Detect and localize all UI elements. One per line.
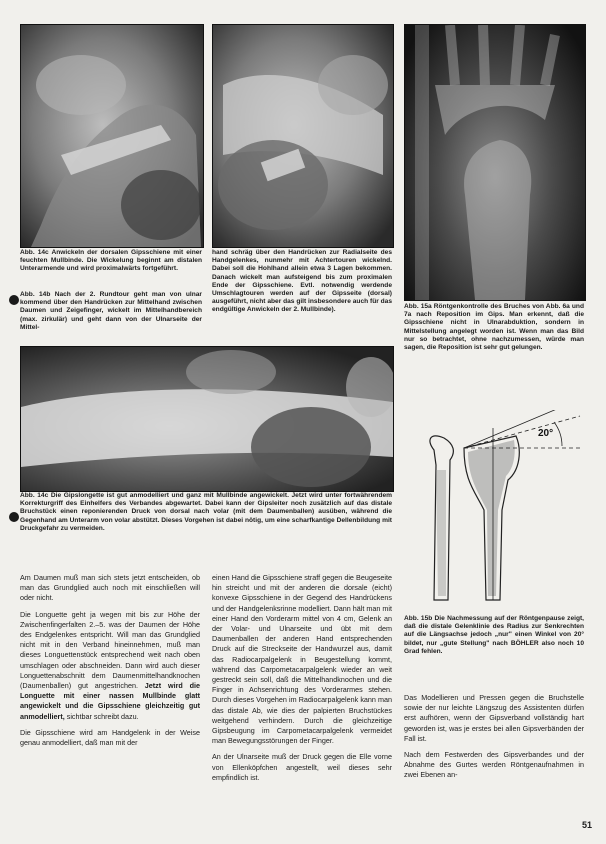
body-column-1 — [20, 573, 200, 754]
caption-abb15b — [404, 615, 584, 656]
caption-abb14b-left — [20, 291, 202, 332]
photo-wrapping-splint — [20, 24, 204, 248]
body-paragraph: einen Hand die Gipsschiene straff gegen die Beugeseite hin streicht und mit der anderen die dorsale (eicht) konvexe Gipsschiene in der Gegend des Handrückens und der Handgelenksrinne modelliert. Dann hält man mit einer Hand den Vorderarm mittel von 4 cm, Gelenk an der Volar- und Ulnarseite und übt mit dem Daumenballen der anderen Hand entsprechenden Druck auf die Streckseite der Handwurzel aus, damit das Radiocarpalgelenk in Beugestellung kommt, während das Carpometacarpalgelenk wieder an weit gestreckt sein soll, daß die Mittelhandknochen und die Finger in Achsenrichtung des Vorderarmes stehen. Durch dieses Vorgehen im Radiocarpalgelenk kann man das distale Ab, wie dies der palpierten Bruchstückes weitgehend verhindern. Durch die gleichzeitige Gipsbeugung im Carpometacarpalgelenk vermeidet man Bewegungsstörungen der Finger. — [212, 573, 392, 746]
page-number: 51 — [581, 820, 592, 830]
caption-abb15a-text: Abb. 15a Röntgenkontrolle des Bruches von Abb. 6a und 7a nach Reposition im Gips. Man erkennt, daß die Gipsschiene nicht in Ulnarabduktion, sondern in Mittelstellung angelegt worden ist. Wenn man das Bild nur so betrachtet, ohne nachzumessen, würde man sagen, die Reposition ist sehr gut gelungen. — [404, 303, 584, 352]
caption-abb14c-top — [20, 249, 202, 274]
body-text-emphasis: Jetzt wird die Longuette mit einer nassen Mullbinde glatt angewickelt und die Gipsschiene gleichzeitig gut anmodelliert, — [20, 681, 201, 721]
caption-abb15b-text: Abb. 15b Die Nachmessung auf der Röntgenpause zeigt, daß die distale Gelenklinie des Radius zur Senkrechten auf die Längsachse jedoch „nur" einen Winkel von 20° bildet, nur „gute Stellung" nach BÖHLER also noch 10 Grad fehlen. — [404, 615, 584, 655]
caption-abb14b-right — [212, 249, 392, 315]
xray-image — [404, 24, 586, 301]
caption-abb14c-top-text: Abb. 14c Anwickeln der dorsalen Gipsschiene mit einer feuchten Mullbinde. Die Wickelung beginnt am distalen Unterarmende und wird proximalwärts fortgeführt. — [20, 249, 202, 273]
section-marker — [9, 295, 19, 305]
angle-label: 20° — [538, 428, 554, 439]
body-paragraph: An der Ulnarseite muß der Druck gegen die Elle vorne von Ellenköpfchen angestellt, weil dieses sehr empfindlich ist. — [212, 752, 392, 782]
body-paragraph: Am Daumen muß man sich stets jetzt entscheiden, ob man das Grundglied auch noch mit einschließen will oder nicht. — [20, 573, 200, 603]
photo-cast-illustration — [21, 347, 393, 491]
caption-abb14c-wide-text: Abb. 14c Die Gipslongette ist gut anmodelliert und ganz mit Mullbinde angewickelt. Jetzt wird unter fortwährendem Korrekturgriff des Einhelfers des Verbandes abgewartet. Dabei kann der Gipsleiter noch zusätzlich auf das distale Bruchstück einen reponierenden Druck von dorsal nach volar (mit dem Daumenballen) ausüben, während die Gegenhand am Unterarm von volar abstützt. Dieses Vorgehen ist dabei nötig, um eine scharfkantige Dellenbildung mit Druckgefahr zu vermeiden. — [20, 492, 392, 532]
radius-angle-diagram — [404, 410, 594, 610]
section-marker — [9, 512, 19, 522]
body-text-segment: Nach dem Festwerden des Gipsverbandes und der Abnahme des Gurtes werden Röntgenaufnahmen in zwei Ebenen an- — [404, 750, 584, 780]
body-text-segment: Die Longuette geht ja wegen mit bis zur Höhe der Zwischenfingerfalten 2.–5. was der Daumen der Höhe des Endgelenkes entspricht. Will man das Grundglied nicht mit in den Verband hineinnehmen, muß man dieses Longuettenstück entsprechend weit nach oben umschlagen oder abschneiden. Dann wird auch dieser Longuettenabschnitt dem Daumenmittelhandknochen (Daumenballen) gut angestrichen. — [20, 609, 200, 691]
photo-bandage-hand — [212, 24, 394, 248]
body-paragraph — [20, 610, 200, 722]
caption-abb14c-wide — [20, 492, 392, 533]
body-paragraph — [404, 750, 584, 781]
xray-bones-illustration — [405, 25, 585, 300]
body-text-segment: sichtbar schreibt dazu. — [66, 711, 139, 721]
body-column-3 — [404, 693, 584, 787]
photo-bandage-illustration — [213, 25, 393, 247]
caption-abb14b-right-text: hand schräg über den Handrücken zur Radialseite des Handgelenkes, nunmehr mit Achtertouren wickelnd. Dabei soll die Hohlhand allein etwa 3 Lagen bekommen. Danach wickelt man aufsteigend bis zum proximalen Ende der Gipsschiene. Evtl. notwendig werdende Umschlagtouren werden auf der Gipsseite (dorsal) ausgeführt, nicht aber das gilt insbesondere auch für das endgültige Anwickeln der 2. Mullbinde). — [212, 249, 392, 314]
body-column-2 — [212, 573, 392, 789]
caption-abb15a — [404, 303, 584, 352]
photo-modelled-cast — [20, 346, 394, 492]
body-paragraph: Die Gipsschiene wird am Handgelenk in der Weise genau anmodelliert, daß man mit der — [20, 727, 200, 748]
photo-hands-illustration — [21, 25, 203, 247]
caption-abb14b-left-text: Abb. 14b Nach der 2. Rundtour geht man von ulnar kommend über den Handrücken zur Mittelhand zwischen Daumen und Zeigefinger, wickelt im Mittelhandbereich (max. zirkulär) und geht dann von der Ulnarseite der Mittel- — [20, 291, 202, 331]
body-paragraph: Das Modellieren und Pressen gegen die Bruchstelle sowie der nur leichte Längszug des Assistenten dürfen erst aufhören, wenn der Gipsverband vollständig hart geworden ist, was je erstes bei allen Gipsverbänden der Fall ist. — [404, 693, 584, 743]
